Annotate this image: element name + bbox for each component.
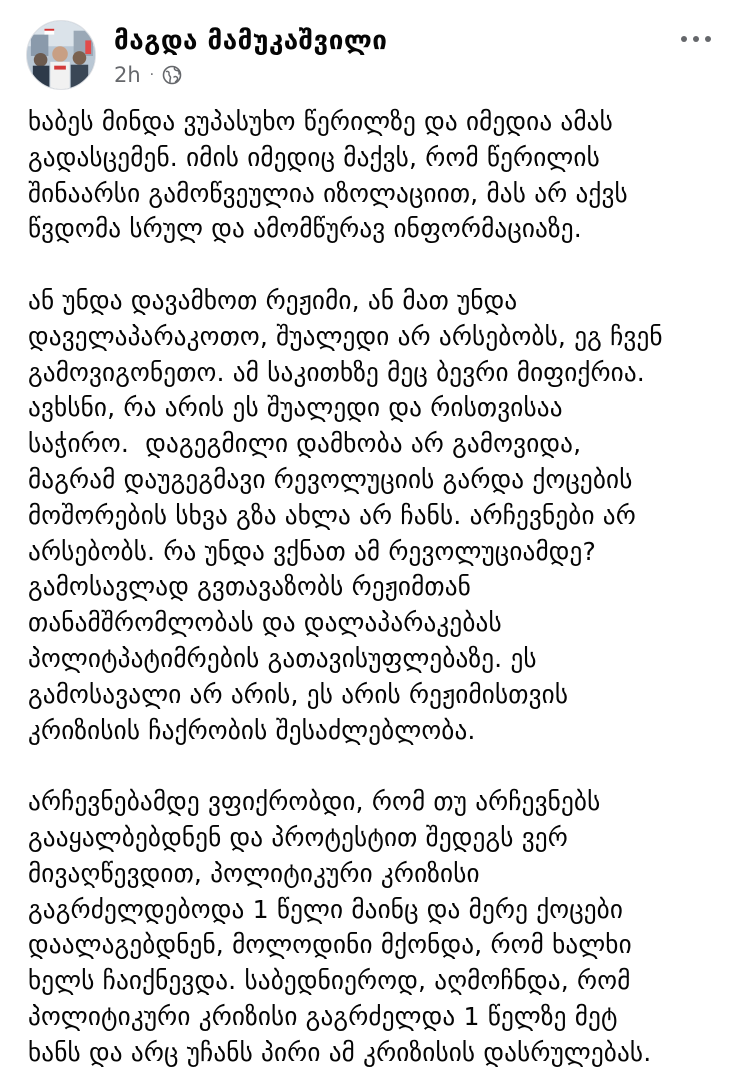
post-paragraph-2: ან უნდა დავამხოთ რეჟიმი, ან მათ უნდა დაველაპარაკოთო, შუალედი არ არსებობს, ეგ ჩვენ გამოვიგონეთო. ამ საკითხზე მეც ბევრი მიფიქრია. ავხსნი, რა არის ეს შუალედი და რისთვისაა საჭირო. დაგეგმილი დამხობა არ გამოვიდა, მაგრამ დაუგეგმავი რევოლუციის გარდა ქოცების მოშორების სხვა გზა ახლა არ ჩანს. არჩევნები არ არსებობს. რა უნდა ვქნათ ამ რევოლუციამდე? გამოსავლად გვთავაზობს რეჟიმთან თანამშრომლობას და დალაპარაკებას პოლიტპატიმრების გათავისუფლებაზე. ეს გამოსავალი არ არის, ეს არის რეჟიმისთვის კრიზისის ჩაქრობის შესაძლებლობა. xyxy=(28,285,663,745)
author-name[interactable]: მაგდა მამუკაშვილი xyxy=(114,26,388,56)
post-paragraph-1: ხაბეს მინდა ვუპასუხო წერილზე და იმედია ამას გადასცემენ. იმის იმედიც მაქვს, რომ წერილის შინაარსი გამოწვეულია იზოლაციით, მას არ აქვს წვდომა სრულ და ამომწურავ ინფორმაციაზე. xyxy=(28,107,628,244)
more-options-button[interactable] xyxy=(676,24,716,54)
post-timestamp[interactable]: 2h xyxy=(114,63,141,87)
paragraph-spacer xyxy=(28,748,718,784)
avatar-photo xyxy=(27,21,95,89)
post-header xyxy=(26,20,716,92)
more-horizontal-icon xyxy=(678,34,714,44)
paragraph-spacer xyxy=(28,247,718,283)
author-avatar[interactable] xyxy=(26,20,96,90)
post-meta xyxy=(114,62,182,88)
post-paragraph-3: არჩევნებამდე ვფიქრობდი, რომ თუ არჩევნებს გააყალბებდნენ და პროტესტით შედეგს ვერ მივაღწევდით, პოლიტიკური კრიზისი გაგრძელდებოდა 1 წელი მაინც და მერე ქოცები დაალაგებდნენ, მოლოდინი მქონდა, რომ ხალხი ხელს ჩაიქნევდა. საბედნიეროდ, აღმოჩნდა, რომ პოლიტიკური კრიზისი გაგრძელდა 1 წელზე მეტ ხანს და არც უჩანს პირი ამ კრიზისის დასრულებას. xyxy=(28,787,652,1067)
post-body xyxy=(28,104,718,1071)
globe-icon[interactable] xyxy=(162,65,182,85)
meta-separator: · xyxy=(149,67,155,83)
